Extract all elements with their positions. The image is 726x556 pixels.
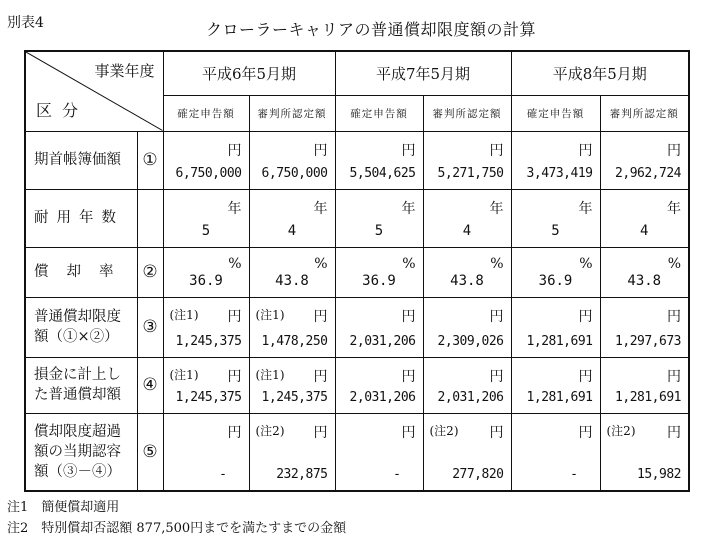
note-tag: (注1) xyxy=(169,367,199,382)
period-header-h8: 平成8年5月期 xyxy=(511,51,689,95)
cell-value: 2,031,206 xyxy=(437,389,504,405)
cell-value: 43.8 xyxy=(275,272,309,289)
row-label-useful-life: 耐用年数 xyxy=(25,189,137,247)
data-cell xyxy=(600,297,689,357)
cell-value: 1,245,375 xyxy=(261,389,328,405)
header-corner-cell xyxy=(25,51,163,131)
data-cell xyxy=(423,297,511,357)
data-cell xyxy=(600,189,689,247)
cell-value: 36.9 xyxy=(362,272,396,289)
cell-value: 1,281,691 xyxy=(526,333,593,349)
data-cell xyxy=(511,247,600,297)
unit-label: 円 xyxy=(578,308,593,325)
cell-value: 2,031,206 xyxy=(349,333,416,349)
data-cell xyxy=(423,247,511,297)
table-row xyxy=(25,413,689,491)
cell-value: 2,309,026 xyxy=(437,333,504,349)
subheader-filed-h7: 確定申告額 xyxy=(335,95,423,131)
period-header-h6: 平成6年5月期 xyxy=(163,51,335,95)
data-cell xyxy=(249,357,335,413)
unit-label: 円 xyxy=(313,142,328,159)
cell-value: 43.8 xyxy=(627,272,662,289)
footnote-1: 注1 簡便償却適用 xyxy=(7,500,120,515)
data-cell xyxy=(249,247,335,297)
cell-value: 6,750,000 xyxy=(261,165,328,181)
row-mark: ③ xyxy=(137,297,163,357)
row-mark: ① xyxy=(137,131,163,189)
cell-value: 232,875 xyxy=(276,467,328,482)
data-cell xyxy=(600,413,689,491)
depreciation-table xyxy=(24,50,690,492)
data-cell xyxy=(600,247,689,297)
row-label-ordinary-depreciation-limit xyxy=(25,297,137,357)
cell-value: - xyxy=(570,467,578,482)
data-cell xyxy=(600,131,689,189)
cell-value: 2,962,724 xyxy=(615,165,681,181)
cell-value: 1,297,673 xyxy=(615,333,681,349)
row-label-line: た普通償却額 xyxy=(34,387,121,403)
unit-label: % xyxy=(402,255,416,272)
unit-label: 円 xyxy=(667,142,681,159)
subheader-filed-h8: 確定申告額 xyxy=(511,95,600,131)
data-cell xyxy=(335,297,423,357)
cell-value: 36.9 xyxy=(538,272,573,289)
fiscal-year-label: 事業年度 xyxy=(94,62,155,80)
data-cell xyxy=(163,131,249,189)
table-row xyxy=(25,247,689,297)
footnote-2: 注2 特別償却否認額 877,500円までを満たすまでの金額 xyxy=(7,521,347,536)
unit-label: 円 xyxy=(489,368,504,385)
row-mark: ④ xyxy=(137,357,163,413)
row-label-line: 額の当期認容 xyxy=(34,443,121,460)
cell-value: 5 xyxy=(201,222,211,239)
cell-value: 1,245,375 xyxy=(175,389,242,405)
data-cell xyxy=(511,357,600,413)
unit-label: % xyxy=(490,255,504,272)
note-tag: (注2) xyxy=(606,423,636,438)
row-label-excess-allowed xyxy=(25,413,137,491)
unit-label: 年 xyxy=(667,200,681,217)
unit-label: 円 xyxy=(227,308,242,325)
row-label-line: 額（③－④） xyxy=(34,463,121,480)
data-cell xyxy=(423,131,511,189)
note-tag: (注1) xyxy=(169,307,199,322)
document-title: クローラーキャリアの普通償却限度額の計算 xyxy=(206,20,537,39)
unit-label: 円 xyxy=(227,368,242,385)
data-cell xyxy=(423,413,511,491)
data-cell xyxy=(423,189,511,247)
data-cell xyxy=(249,413,335,491)
data-cell xyxy=(335,131,423,189)
cell-value: 2,031,206 xyxy=(349,389,416,405)
row-mark: ② xyxy=(137,247,163,297)
cell-value: 1,478,250 xyxy=(261,333,328,349)
row-label-line: 損金に計上し xyxy=(34,367,121,383)
category-label: 区分 xyxy=(36,100,89,120)
note-tag: (注2) xyxy=(255,423,285,438)
data-cell xyxy=(163,189,249,247)
unit-label: 円 xyxy=(401,308,416,325)
subheader-tribunal-h7: 審判所認定額 xyxy=(423,95,511,131)
table-row xyxy=(25,297,689,357)
row-label-booked-depreciation xyxy=(25,357,137,413)
cell-value: 3,473,419 xyxy=(526,165,593,181)
table-row xyxy=(25,189,689,247)
cell-value: 5 xyxy=(551,222,560,239)
note-tag: (注2) xyxy=(429,423,459,438)
unit-label: 円 xyxy=(578,368,593,385)
data-cell xyxy=(163,413,249,491)
data-cell xyxy=(335,357,423,413)
cell-value: 5,504,625 xyxy=(349,165,416,181)
unit-label: 円 xyxy=(489,308,504,325)
unit-label: 年 xyxy=(578,200,593,217)
data-cell xyxy=(249,131,335,189)
row-label-opening-book-value: 期首帳簿価額 xyxy=(25,131,137,189)
unit-label: 円 xyxy=(401,424,416,441)
note-tag: (注1) xyxy=(255,307,285,322)
subheader-filed-h6: 確定申告額 xyxy=(163,95,249,131)
subheader-tribunal-h6: 審判所認定額 xyxy=(249,95,335,131)
cell-value: 5,271,750 xyxy=(437,165,504,181)
cell-value: 1,281,691 xyxy=(615,389,681,405)
unit-label: 年 xyxy=(489,200,504,217)
cell-value: 43.8 xyxy=(450,272,484,289)
cell-value: 4 xyxy=(287,222,297,239)
cell-value: 4 xyxy=(462,222,472,239)
cell-value: 6,750,000 xyxy=(175,165,242,181)
data-cell xyxy=(249,189,335,247)
table-row xyxy=(25,131,689,189)
unit-label: % xyxy=(228,255,242,272)
unit-label: 円 xyxy=(489,142,504,159)
unit-label: 円 xyxy=(313,368,328,385)
data-cell xyxy=(600,357,689,413)
data-cell xyxy=(163,297,249,357)
cell-value: 1,281,691 xyxy=(526,389,593,405)
unit-label: 年 xyxy=(227,200,242,217)
data-cell xyxy=(511,189,600,247)
row-label-line: 額（①×②） xyxy=(34,329,119,345)
data-cell xyxy=(423,357,511,413)
unit-label: 円 xyxy=(578,142,593,159)
unit-label: % xyxy=(579,255,593,272)
unit-label: 年 xyxy=(401,200,416,217)
footnotes xyxy=(7,497,346,539)
appendix-label: 別表4 xyxy=(7,15,44,31)
unit-label: 円 xyxy=(489,424,504,441)
cell-value: - xyxy=(219,467,227,482)
unit-label: 円 xyxy=(578,424,593,441)
row-label-line: 償却限度超過 xyxy=(34,423,121,440)
data-cell xyxy=(511,297,600,357)
data-cell xyxy=(335,413,423,491)
table-row xyxy=(25,357,689,413)
unit-label: 円 xyxy=(401,142,416,159)
row-label-line: 普通償却限度 xyxy=(34,309,121,325)
data-cell xyxy=(511,131,600,189)
data-cell xyxy=(163,357,249,413)
unit-label: 円 xyxy=(667,424,681,441)
data-cell xyxy=(163,247,249,297)
data-cell xyxy=(335,247,423,297)
cell-value: - xyxy=(393,467,401,482)
unit-label: 円 xyxy=(401,368,416,385)
unit-label: 円 xyxy=(227,424,242,441)
cell-value: 36.9 xyxy=(189,272,223,289)
unit-label: 年 xyxy=(313,200,328,217)
row-label-depreciation-rate: 償却率 xyxy=(25,247,137,297)
row-mark xyxy=(137,189,163,247)
cell-value: 277,820 xyxy=(452,467,504,482)
unit-label: % xyxy=(314,255,328,272)
unit-label: 円 xyxy=(667,368,681,385)
cell-value: 15,982 xyxy=(637,467,681,482)
cell-value: 5 xyxy=(374,222,384,239)
unit-label: 円 xyxy=(313,424,328,441)
cell-value: 4 xyxy=(640,222,649,239)
note-tag: (注1) xyxy=(255,367,285,382)
data-cell xyxy=(249,297,335,357)
data-cell xyxy=(335,189,423,247)
row-mark: ⑤ xyxy=(137,413,163,491)
period-header-h7: 平成7年5月期 xyxy=(335,51,511,95)
unit-label: 円 xyxy=(313,308,328,325)
cell-value: 1,245,375 xyxy=(175,333,242,349)
unit-label: 円 xyxy=(667,308,681,325)
subheader-tribunal-h8: 審判所認定額 xyxy=(600,95,689,131)
unit-label: 円 xyxy=(227,142,242,159)
unit-label: % xyxy=(667,255,681,272)
data-cell xyxy=(511,413,600,491)
